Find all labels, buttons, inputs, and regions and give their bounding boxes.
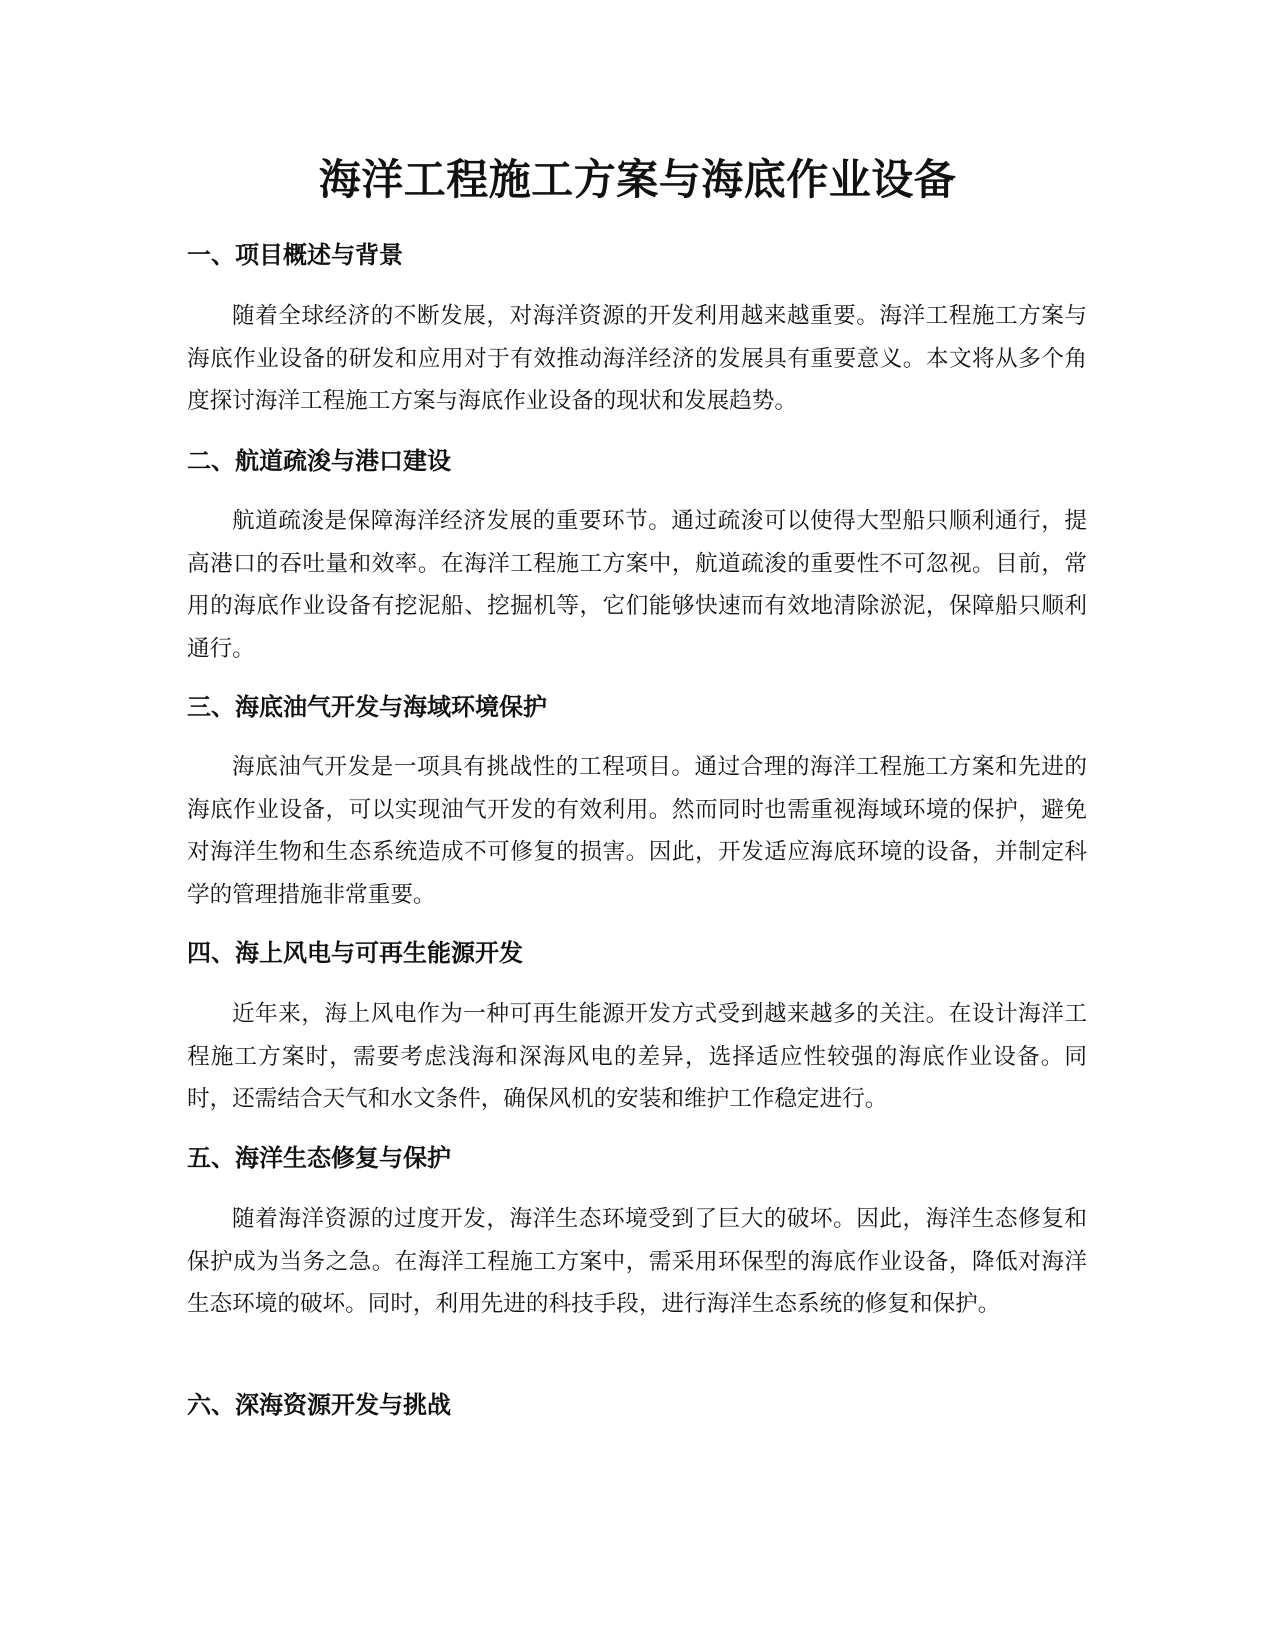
section-paragraph-4: 近年来，海上风电作为一种可再生能源开发方式受到越来越多的关注。在设计海洋工程施工方案时，需要考虑浅海和深海风电的差异，选择适应性较强的海底作业设备。同时，还需结合天气和水文条件，确保风机的安装和维护工作稳定进行。: [187, 1001, 1087, 1112]
section-paragraph-5: 随着海洋资源的过度开发，海洋生态环境受到了巨大的破坏。因此，海洋生态修复和保护成为当务之急。在海洋工程施工方案中，需采用环保型的海底作业设备，降低对海洋生态环境的破坏。同时，利用先进的科技手段，进行海洋生态系统的修复和保护。: [187, 1206, 1087, 1317]
section-heading-5: 五、海洋生态修复与保护: [187, 1144, 451, 1172]
section-paragraph-1: 随着全球经济的不断发展，对海洋资源的开发利用越来越重要。海洋工程施工方案与海底作业设备的研发和应用对于有效推动海洋经济的发展具有重要意义。本文将从多个角度探讨海洋工程施工方案与海底作业设备的现状和发展趋势。: [187, 303, 1087, 414]
section-heading-2: 二、航道疏浚与港口建设: [187, 447, 451, 475]
document-title: 海洋工程施工方案与海底作业设备: [318, 155, 957, 204]
section-paragraph-3: 海底油气开发是一项具有挑战性的工程项目。通过合理的海洋工程施工方案和先进的海底作业设备，可以实现油气开发的有效利用。然而同时也需重视海域环境的保护，避免对海洋生物和生态系统造成不可修复的损害。因此，开发适应海底环境的设备，并制定科学的管理措施非常重要。: [187, 754, 1087, 908]
section-heading-4: 四、海上风电与可再生能源开发: [187, 939, 523, 967]
section-heading-3: 三、海底油气开发与海域环境保护: [187, 693, 547, 721]
section-paragraph-2: 航道疏浚是保障海洋经济发展的重要环节。通过疏浚可以使得大型船只顺利通行，提高港口的吞吐量和效率。在海洋工程施工方案中，航道疏浚的重要性不可忽视。目前，常用的海底作业设备有挖泥船、挖掘机等，它们能够快速而有效地清除淤泥，保障船只顺利通行。: [187, 508, 1087, 662]
section-heading-1: 一、项目概述与背景: [187, 241, 403, 269]
section-heading-6: 六、深海资源开发与挑战: [187, 1391, 451, 1419]
